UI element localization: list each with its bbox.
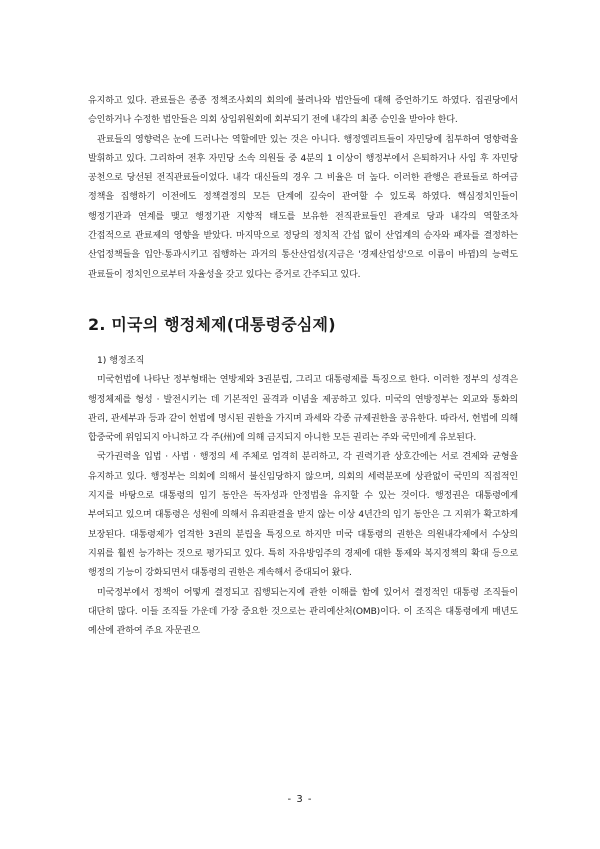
paragraph-bureaucrats-influence: 관료들의 영향력은 눈에 드러나는 역할에만 있는 것은 아니다. 행정엘리트들이 자민당에 침투하여 영향력을 발휘하고 있다. 그리하여 전후 자민당 소속 의원들 중 4분의 1 이상이 행정부에서 은퇴하거나 사임 후 자민당 공천으로 당선된 전직관료들이었다. 내각 대신들의 경우 그 비율은 더 높다. 이러한 관행은 관료들로 하여금 정책을 집행하기 이전에도 정책결정의 모든 단계에 깊숙이 관여할 수 있도록 하였다. 핵심정치인들이 행정기관과 연계를 맺고 행정기관 지향적 태도를 보유한 전직관료들인 관계로 당과 내각의 역할조차 간접적으로 관료제의 영향을 받았다. 마지막으로 정당의 정치적 간섭 없이 산업계의 승자와 패자를 결정하는 산업정책들을 입안·통과시키고 집행하는 과거의 통산산업성(지금은 '경제산업성'으로 이름이 바뀜)의 능력도 관료들이 정치인으로부터 자율성을 갖고 있다는 증거로 간주되고 있다.	[88, 134, 518, 280]
paragraph-bureaucrats-testimony: 유지하고 있다. 관료들은 종종 정책조사회의 회의에 불려나와 법안들에 대해 증언하기도 하였다. 집권당에서 승인하거나 수정한 법안들은 의회 상임위원회에 회부되기 전에 내각의 최종 승인을 받아야 한다.	[88, 96, 518, 126]
paragraph-separation-of-powers: 국가권력을 입법 · 사법 · 행정의 세 주체로 엄격히 분리하고, 각 권력기관 상호간에는 서로 견제와 균형을 유지하고 있다. 행정부는 의회에 의해서 불신임당하지 않으며, 의회의 세력분포에 상관없이 국민의 직접적인 지지를 바탕으로 대통령의 임기 동안은 독자성과 안정법을 유지할 수 있는 것이다. 행정권은 대통령에게 부여되고 있으며 대통령은 성원에 의해서 유죄판결을 받지 않는 이상 4년간의 임기 동안은 그 지위가 확고하게 보장된다. 대통령제가 엄격한 3권의 분립을 특징으로 하지만 미국 대통령의 권한은 의원내각제에서 수상의 지위를 훨씬 능가하는 것으로 평가되고 있다. 특히 자유방임주의 경제에 대한 통제와 복지정책의 확대 등으로 행정의 기능이 강화되면서 대통령의 권한은 계속해서 증대되어 왔다.	[88, 452, 518, 579]
subsection-title: 1) 행정조직	[97, 355, 145, 366]
section-title: 2. 미국의 행정체제(대통령중심제)	[88, 314, 336, 334]
page-body	[88, 92, 518, 641]
paragraph-us-constitution: 미국헌법에 나타난 정부형태는 연방제와 3권분립, 그리고 대통령제를 특징으로 한다. 이러한 정부의 성격은 행정체제를 형성 · 발전시키는 데 기본적인 골격과 이념을 제공하고 있다. 미국의 연방정부는 외교와 통화의 관리, 관세부과 등과 같이 헌법에 명시된 권한을 가지며 과세와 각종 규제권한을 공유한다. 따라서, 헌법에 의해 합중국에 위임되지 아니하고 각 주(州)에 의해 금지되지 아니한 모든 권리는 주와 국민에게 유보된다.	[88, 375, 518, 444]
paragraph-presidential-organizations: 미국정부에서 정책이 어떻게 결정되고 집행되는지에 관한 이해를 함에 있어서 결정적인 대통령 조직들이 대단히 많다. 이들 조직들 가운데 가장 중요한 것으로는 관리예산처(OMB)이다. 이 조직은 대통령에게 매년도 예산에 관하여 주요 자문권으	[88, 587, 518, 637]
page-number: - 3 -	[287, 794, 313, 805]
